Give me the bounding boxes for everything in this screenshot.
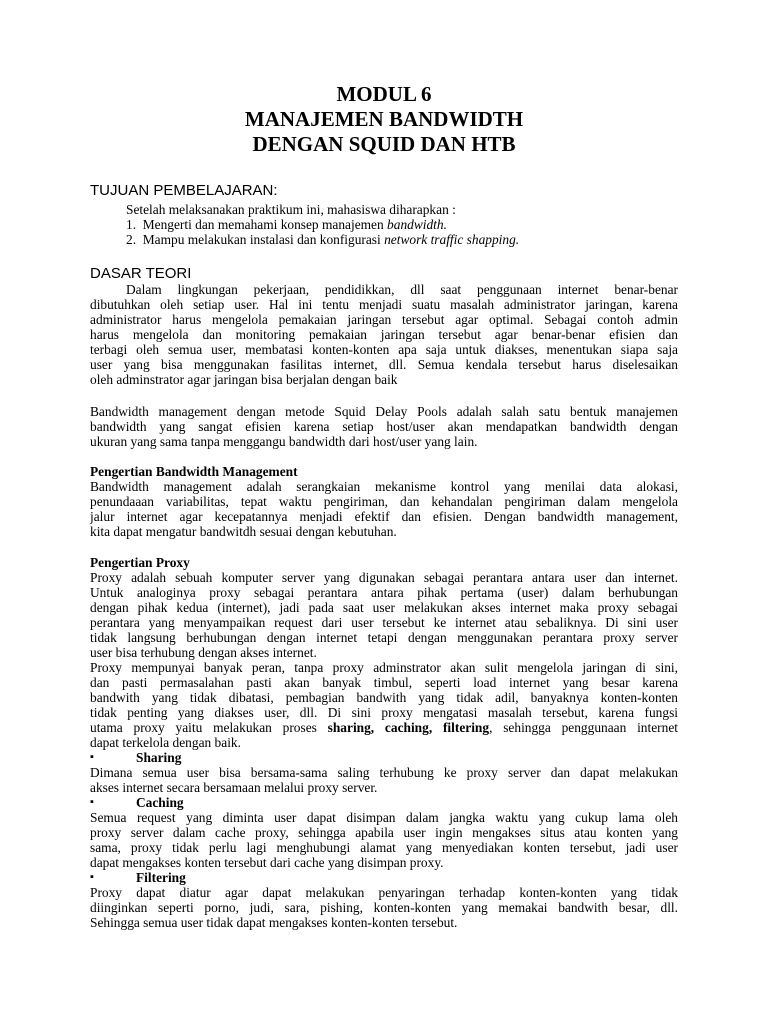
paragraph-line: jalur internet agar kecepatannya menjadi efektif dan efisien. Dengan bandwidth management, <box>90 509 678 524</box>
paragraph-line: Proxy adalah sebuah komputer server yang digunakan sebagai perantara antara user dan internet. <box>90 570 678 585</box>
paragraph-line: kita dapat mengatur bandwitdh sesuai dengan kebutuhan. <box>90 524 397 539</box>
tujuan-item-1 <box>126 217 714 232</box>
paragraph-line: proxy server dalam cache proxy, sehingga apabila user ingin mengakses situs atau konten yang <box>90 825 678 840</box>
sharing-heading: Sharing <box>136 750 182 765</box>
paragraph-line: user bisa terhubung dengan akses internet. <box>90 645 317 660</box>
paragraph-line: Dalam lingkungan pekerjaan, pendidikkan, dll saat penggunaan internet benar-benar <box>126 282 678 297</box>
proxy-heading: Pengertian Proxy <box>90 555 190 570</box>
text-run: utama proxy yaitu melakukan proses <box>90 720 328 735</box>
paragraph-line: Proxy mempunyai banyak peran, tanpa proxy adminstrator akan sulit mengelola jaringan di sini, <box>90 660 678 675</box>
paragraph-line: harus mengelola dan monitoring pemakaian jaringan tersebut agar benar-benar efisien dan <box>90 327 678 342</box>
paragraph-line: Untuk analoginya proxy sebagai perantara antara pihak pertama (user) dalam berhubungan <box>90 585 678 600</box>
bm-heading: Pengertian Bandwidth Management <box>90 464 298 479</box>
caching-heading: Caching <box>136 795 184 810</box>
paragraph-line: perantara yang menyampaikan request dari user tersebut ke internet atau sebaliknya. Di sini user <box>90 615 678 630</box>
item2-italic: network traffic shapping. <box>384 232 520 247</box>
paragraph-line: dapat mengakses konten tersebut dari cache yang disimpan proxy. <box>90 855 444 870</box>
paragraph-line: ukuran yang sama tanpa menggangu bandwidth dari host/user yang lain. <box>90 434 478 449</box>
paragraph-line: terbagi oleh semua user, membatasi konten-konten apa saja untuk diakses, menentukan siapa saja <box>90 342 678 357</box>
tujuan-item-2 <box>126 232 714 247</box>
bold-run: sharing, caching, filtering <box>327 720 490 735</box>
bullet-icon: ▪ <box>90 871 94 883</box>
text-run: , sehingga penggunaan internet <box>489 720 678 735</box>
paragraph-line: Dimana semua user bisa bersama-sama saling terhubung ke proxy server dan dapat melakukan <box>90 765 678 780</box>
item1-italic: bandwidth. <box>387 217 447 232</box>
paragraph-line: Semua request yang diminta user dapat disimpan dalam jangka waktu yang cukup lama oleh <box>90 810 678 825</box>
bullet-icon: ▪ <box>90 751 94 763</box>
paragraph-line: bandwith yang tidak dibatasi, pembagian bandwith yang tidak adil, banyaknya konten-konten <box>90 690 678 705</box>
paragraph-line: Sehingga semua user tidak dapat mengakses konten-konten tersebut. <box>90 915 458 930</box>
title-line-2: MANAJEMEN BANDWIDTH <box>244 107 524 131</box>
paragraph-line: akses internet secara bersamaan melalui proxy server. <box>90 780 378 795</box>
paragraph-line: Bandwidth management dengan metode Squid Delay Pools adalah salah satu bentuk manajemen <box>90 404 678 419</box>
paragraph-line: dan pasti permasalahan pasti akan banyak timbul, seperti load internet yang besar karena <box>90 675 678 690</box>
paragraph-line: tidak langsung berhubungan dengan internet tetapi dengan menggunakan perantara proxy server <box>90 630 678 645</box>
tujuan-heading: TUJUAN PEMBELAJARAN: <box>90 182 278 199</box>
paragraph-line: bandwidth yang sangat efisien karena setiap host/user akan mendapatkan bandwidth dengan <box>90 419 678 434</box>
paragraph-line: tidak penting yang diakses user, dll. Di sini proxy mengatasi masalah tersebut, karena fungsi <box>90 705 678 720</box>
filtering-heading: Filtering <box>136 870 186 885</box>
dasar-heading: DASAR TEORI <box>90 265 192 282</box>
paragraph-line: dibutuhkan oleh setiap user. Hal ini tentu menjadi suatu masalah administrator jaringan, karena <box>90 297 678 312</box>
paragraph-line: Bandwidth management adalah serangkaian mekanisme kontrol yang menilai data alokasi, <box>90 479 678 494</box>
paragraph-line: dapat terkelola dengan baik. <box>90 735 241 750</box>
paragraph-line: administrator harus mengelola pemakaian jaringan tersebut agar optimal. Sebagai contoh admin <box>90 312 678 327</box>
paragraph-line: oleh adminstrator agar jaringan bisa berjalan dengan baik <box>90 372 398 387</box>
paragraph-line: dengan pihak kedua (internet), jadi pada saat user melakukan akses internet maka proxy sebagai <box>90 600 678 615</box>
paragraph-line: penundaaan variabilitas, tepat waktu pengiriman, dan kehandalan pengiriman dalam mengelola <box>90 494 678 509</box>
paragraph-line: diinginkan seperti porno, judi, sara, pishing, konten-konten yang memakai bandwith besar, dll. <box>90 900 678 915</box>
item1-text: 1. Mengerti dan memahami konsep manajemen <box>126 217 388 232</box>
paragraph-line-mixed <box>90 720 678 735</box>
item2-text: 2. Mampu melakukan instalasi dan konfigurasi <box>126 232 385 247</box>
tujuan-intro: Setelah melaksanakan praktikum ini, mahasiswa diharapkan : <box>126 202 456 217</box>
title-line-3: DENGAN SQUID DAN HTB <box>252 132 516 156</box>
module-title: MODUL 6 <box>336 82 432 106</box>
paragraph-line: sama, proxy tidak perlu lagi menghubungi alamat yang menyediakan konten tersebut, jadi user <box>90 840 678 855</box>
paragraph-line: Proxy dapat diatur agar dapat melakukan penyaringan terhadap konten-konten yang tidak <box>90 885 678 900</box>
paragraph-line: user yang bisa menggunakan fasilitas internet, dll. Semua kendala tersebut harus diselesaikan <box>90 357 678 372</box>
bullet-icon: ▪ <box>90 796 94 808</box>
